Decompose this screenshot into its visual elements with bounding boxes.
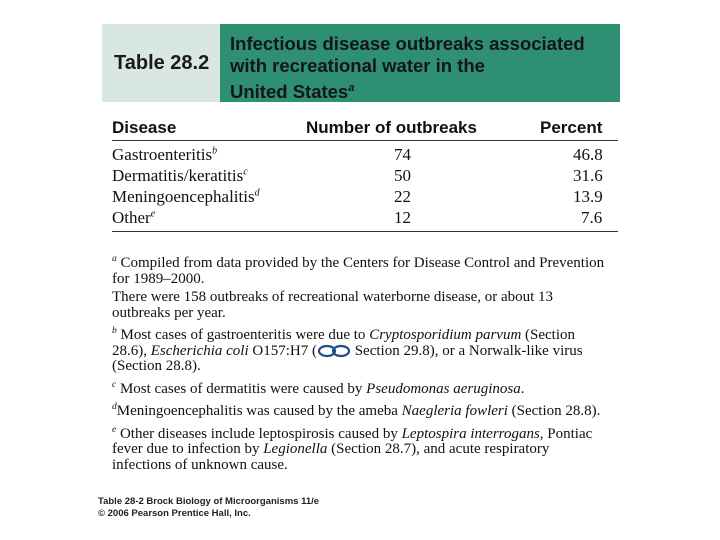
- cell-percent: 13.9: [573, 187, 603, 206]
- title-line-3: United States: [230, 81, 349, 103]
- organism-name: Escherichia coli: [150, 342, 249, 359]
- cell-percent: 31.6: [573, 166, 603, 185]
- table-row: [112, 145, 618, 166]
- title-line-1: Infectious disease outbreaks associated: [230, 33, 585, 54]
- table-bottom-rule: [112, 231, 618, 232]
- footnote-a-continued: There were 158 outbreaks of recreational waterborne disease, or about 13 outbreaks per year.: [112, 289, 554, 321]
- table-row: [112, 166, 618, 187]
- cell-disease: Other: [112, 208, 151, 227]
- footnote-mark: c: [112, 379, 117, 390]
- column-header-disease: Disease: [112, 118, 177, 137]
- footnote-e: [112, 423, 612, 474]
- footnote-text: O157:H7 (: [248, 342, 317, 359]
- footnote-text: Meningoencephalitis was caused by the ameba: [116, 403, 402, 419]
- column-header-outbreaks: Number of outbreaks: [306, 118, 477, 137]
- title-line-2: with recreational water in the: [230, 55, 485, 76]
- cell-outbreaks: 74: [394, 145, 411, 164]
- cell-footnote-mark: e: [150, 208, 156, 220]
- organism-name: Cryptosporidium parvum: [369, 327, 522, 343]
- footnote-text: Section 29.8), or a Norwalk-like virus (Section 28.8).: [112, 342, 583, 374]
- footnote-mark: b: [112, 326, 117, 336]
- footnote-a: [112, 252, 612, 287]
- cell-percent: 7.6: [581, 208, 603, 227]
- cell-footnote-mark: c: [243, 166, 248, 178]
- cell-percent: 46.8: [573, 145, 603, 164]
- cell-outbreaks: 22: [394, 187, 411, 206]
- credit-line-1: Table 28-2 Brock Biology of Microorganisms 11/e: [98, 496, 320, 507]
- footnote-text: Other diseases include leptospirosis caused by: [119, 425, 402, 442]
- organism-name: Leptospira interrogans: [401, 425, 540, 442]
- footnote-text: .: [520, 380, 525, 397]
- footnotes: [112, 252, 612, 476]
- link-icon[interactable]: [317, 344, 351, 358]
- organism-name: Legionella: [263, 441, 328, 457]
- table-row: [112, 187, 618, 208]
- cell-disease: Gastroenteritis: [112, 145, 213, 164]
- organism-name: Pseudomonas aeruginosa: [366, 380, 521, 397]
- footnote-mark: a: [112, 254, 117, 264]
- column-header-percent: Percent: [540, 118, 603, 137]
- footnote-text: Most cases of gastroenteritis were due to: [120, 327, 370, 343]
- cell-outbreaks: 50: [394, 166, 411, 185]
- table-label: Table 28.2: [102, 24, 220, 102]
- column-headers: [112, 116, 618, 141]
- cell-disease: Meningoencephalitis: [112, 187, 255, 206]
- footnote-d: [112, 400, 612, 420]
- footnote-text: , Pontiac fever due to infection by: [112, 425, 593, 457]
- footnote-mark: e: [112, 424, 117, 435]
- footnote-text: (Section 28.6),: [112, 327, 576, 359]
- footnote-text: Compiled from data provided by the Centers for Disease Control and Prevention for 1989–2000.: [112, 255, 605, 287]
- table-title: [220, 24, 620, 102]
- table-body: [112, 145, 618, 229]
- footnote-text: Most cases of dermatitis were caused by: [119, 380, 367, 397]
- footnote-c: [112, 378, 612, 398]
- credit-line-2: © 2006 Pearson Prentice Hall, Inc.: [98, 508, 251, 519]
- footnote-text: (Section 28.8).: [507, 403, 601, 419]
- cell-footnote-mark: b: [212, 145, 218, 157]
- footnote-text: (Section 28.7), and acute respiratory infections of unknown cause.: [112, 441, 550, 473]
- organism-name: Naegleria fowleri: [401, 403, 508, 419]
- footnote-b: [112, 324, 612, 375]
- title-footnote-mark: a: [348, 82, 355, 94]
- cell-footnote-mark: d: [254, 187, 260, 199]
- table-row: [112, 208, 618, 229]
- table-header: [102, 24, 620, 102]
- cell-outbreaks: 12: [394, 208, 411, 227]
- cell-disease: Dermatitis/keratitis: [112, 166, 244, 185]
- source-credit: [98, 496, 319, 520]
- footnote-mark: d: [112, 402, 117, 412]
